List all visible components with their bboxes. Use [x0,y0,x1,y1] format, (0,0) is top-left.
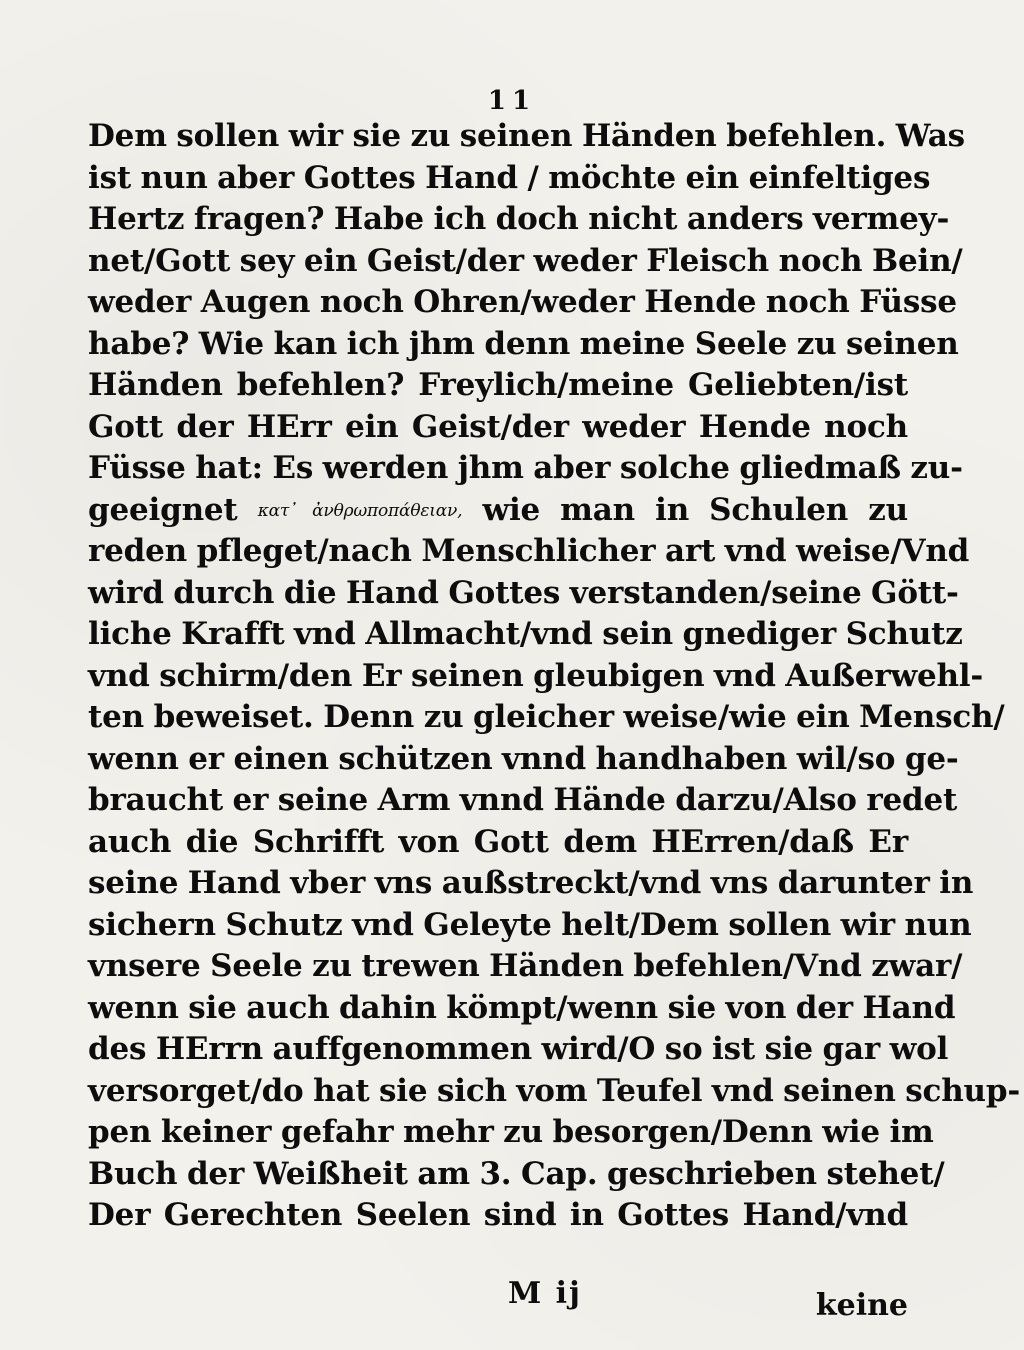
text-line: vnd schirm/den Er seinen gleubigen vnd Außerwehl- [88,657,984,694]
text-line: Gott der HErr ein Geist/der weder Hende noch [88,408,908,445]
text-line: auch die Schrifft von Gott dem HErren/daß Er [88,823,908,860]
page-number: 11 [487,86,537,116]
text-line: Der Gerechten Seelen sind in Gottes Hand/vnd [88,1197,908,1233]
text-line: des HErrn auffgenommen wird/O so ist sie gar wol [88,1031,949,1067]
text-line: ten beweiset. Denn zu gleicher weise/wie ein Mensch/ [88,699,1005,735]
page-footer [88,1276,908,1326]
text-line: wenn er einen schützen vnnd handhaben wil/so ge- [88,740,959,777]
text-line-with-greek [88,490,908,532]
text-line: Dem sollen wir sie zu seinen Händen befehlen. Was [88,118,965,154]
text-line: pen keiner gefahr mehr zu besorgen/Denn wie im [88,1114,934,1150]
text-line: Hertz fragen? Habe ich doch nicht anders vermey- [88,201,950,237]
text-line: ist nun aber Gottes Hand / möchte ein einfeltiges [88,159,931,196]
text-line: liche Krafft vnd Allmacht/vnd sein gnediger Schutz [88,616,963,652]
signature-mark: M ij [508,1276,582,1311]
text-line: wenn sie auch dahin kömpt/wenn sie von der Hand [88,989,956,1026]
text-line: wird durch die Hand Gottes verstanden/seine Gött- [88,574,959,611]
text-line: habe? Wie kan ich jhm denn meine Seele zu seinen [88,325,959,362]
text-line: versorget/do hat sie sich vom Teufel vnd seinen schup- [88,1072,1021,1109]
line-start: geeignet [88,491,238,528]
body-text [88,116,1021,1237]
line-end: wie man in Schulen zu [482,491,908,528]
text-line: braucht er seine Arm vnnd Hände darzu/Also redet [88,782,958,818]
text-line: sichern Schutz vnd Geleyte helt/Dem sollen wir nun [88,906,972,943]
catchword: keine [815,1288,908,1323]
text-line: Händen befehlen? Freylich/meine Geliebten/ist [88,367,908,403]
greek-phrase: κατ᾽ ἀνθρωποπάθειαν, [257,500,463,521]
text-line: net/Gott sey ein Geist/der weder Fleisch noch Bein/ [88,242,963,279]
text-line: reden pfleget/nach Menschlicher art vnd weise/Vnd [88,533,970,569]
text-line: seine Hand vber vns außstreckt/vnd vns darunter in [88,865,974,901]
text-line: weder Augen noch Ohren/weder Hende noch Füsse [88,284,957,320]
text-line: vnsere Seele zu trewen Händen befehlen/Vnd zwar/ [88,948,963,984]
text-line: Füsse hat: Es werden jhm aber solche gliedmaß zu- [88,450,963,486]
text-line: Buch der Weißheit am 3. Cap. geschrieben stehet/ [88,1155,945,1192]
